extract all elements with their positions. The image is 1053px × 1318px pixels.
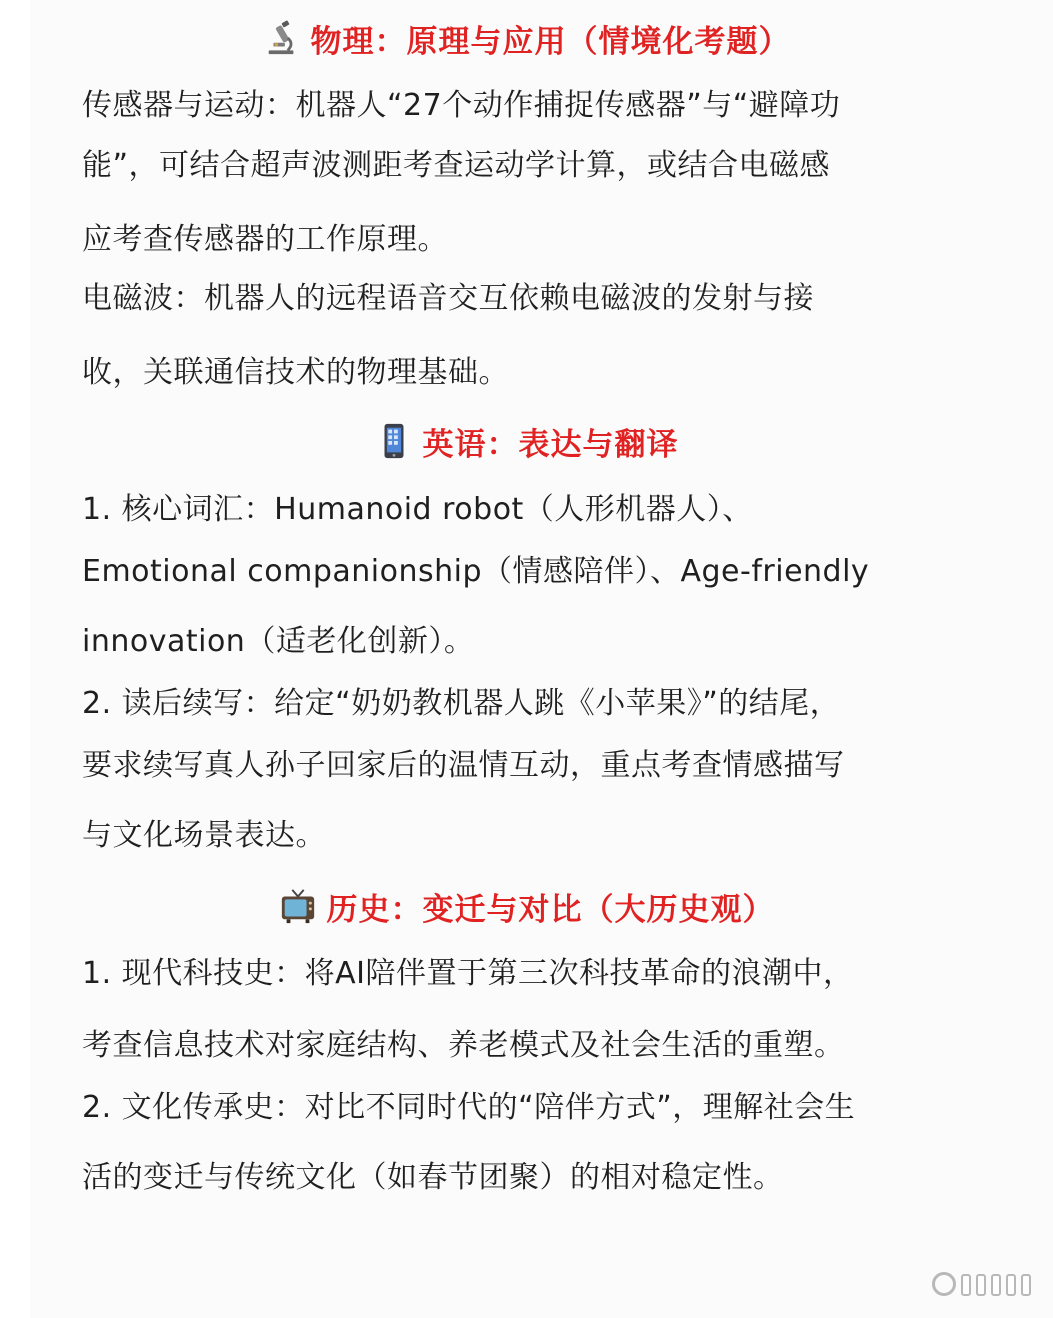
text-line: 1. 现代科技史：将AI陪伴置于第三次科技革命的浪潮中， bbox=[82, 956, 854, 991]
watermark-bar bbox=[976, 1274, 986, 1296]
text-line: 1. 核心词汇：Humanoid robot（人形机器人）、 bbox=[82, 492, 753, 527]
physics-heading: 物理：原理与应用（情境化考题） bbox=[0, 16, 1053, 60]
watermark-circle bbox=[932, 1272, 956, 1296]
watermark-logo bbox=[932, 1272, 1031, 1296]
english-vocab-paragraph bbox=[82, 484, 962, 674]
mobile-phone-icon bbox=[375, 422, 413, 460]
watermark-bar bbox=[991, 1274, 1001, 1296]
text-line: 能”，可结合超声波测距考查运动学计算，或结合电磁感 bbox=[82, 148, 831, 183]
text-line: 电磁波：机器人的远程语音交互依赖电磁波的发射与接 bbox=[82, 281, 814, 316]
watermark-bar bbox=[961, 1274, 971, 1296]
watermark-bar bbox=[1006, 1274, 1016, 1296]
text-line: 收，关联通信技术的物理基础。 bbox=[82, 355, 509, 390]
text-line: 与文化场景表达。 bbox=[82, 818, 326, 853]
watermark-bar bbox=[1021, 1274, 1031, 1296]
history-culture-paragraph bbox=[82, 1082, 962, 1212]
history-tech-paragraph bbox=[82, 948, 962, 1078]
text-line: 活的变迁与传统文化（如春节团聚）的相对稳定性。 bbox=[82, 1160, 784, 1195]
english-heading: 英语：表达与翻译 bbox=[0, 418, 1053, 464]
text-line: 2. 文化传承史：对比不同时代的“陪伴方式”，理解社会生 bbox=[82, 1090, 856, 1125]
text-line: 2. 读后续写：给定“奶奶教机器人跳《小苹果》”的结尾， bbox=[82, 686, 841, 721]
text-line: 要求续写真人孙子回家后的温情互动，重点考查情感描写 bbox=[82, 748, 845, 783]
physics-sensor-paragraph bbox=[82, 80, 962, 270]
text-line: Emotional companionship（情感陪伴）、Age-friendly bbox=[82, 554, 870, 589]
television-icon bbox=[279, 887, 317, 925]
text-line: 考查信息技术对家庭结构、养老模式及社会生活的重塑。 bbox=[82, 1028, 845, 1063]
text-line: innovation（适老化创新）。 bbox=[82, 624, 475, 659]
history-heading: 历史：变迁与对比（大历史观） bbox=[0, 883, 1053, 929]
physics-wave-paragraph bbox=[82, 273, 962, 403]
text-line: 应考查传感器的工作原理。 bbox=[82, 222, 448, 257]
english-writing-paragraph bbox=[82, 678, 962, 868]
text-line: 传感器与运动：机器人“27个动作捕捉传感器”与“避障功 bbox=[82, 88, 841, 123]
microscope-icon bbox=[263, 19, 301, 57]
